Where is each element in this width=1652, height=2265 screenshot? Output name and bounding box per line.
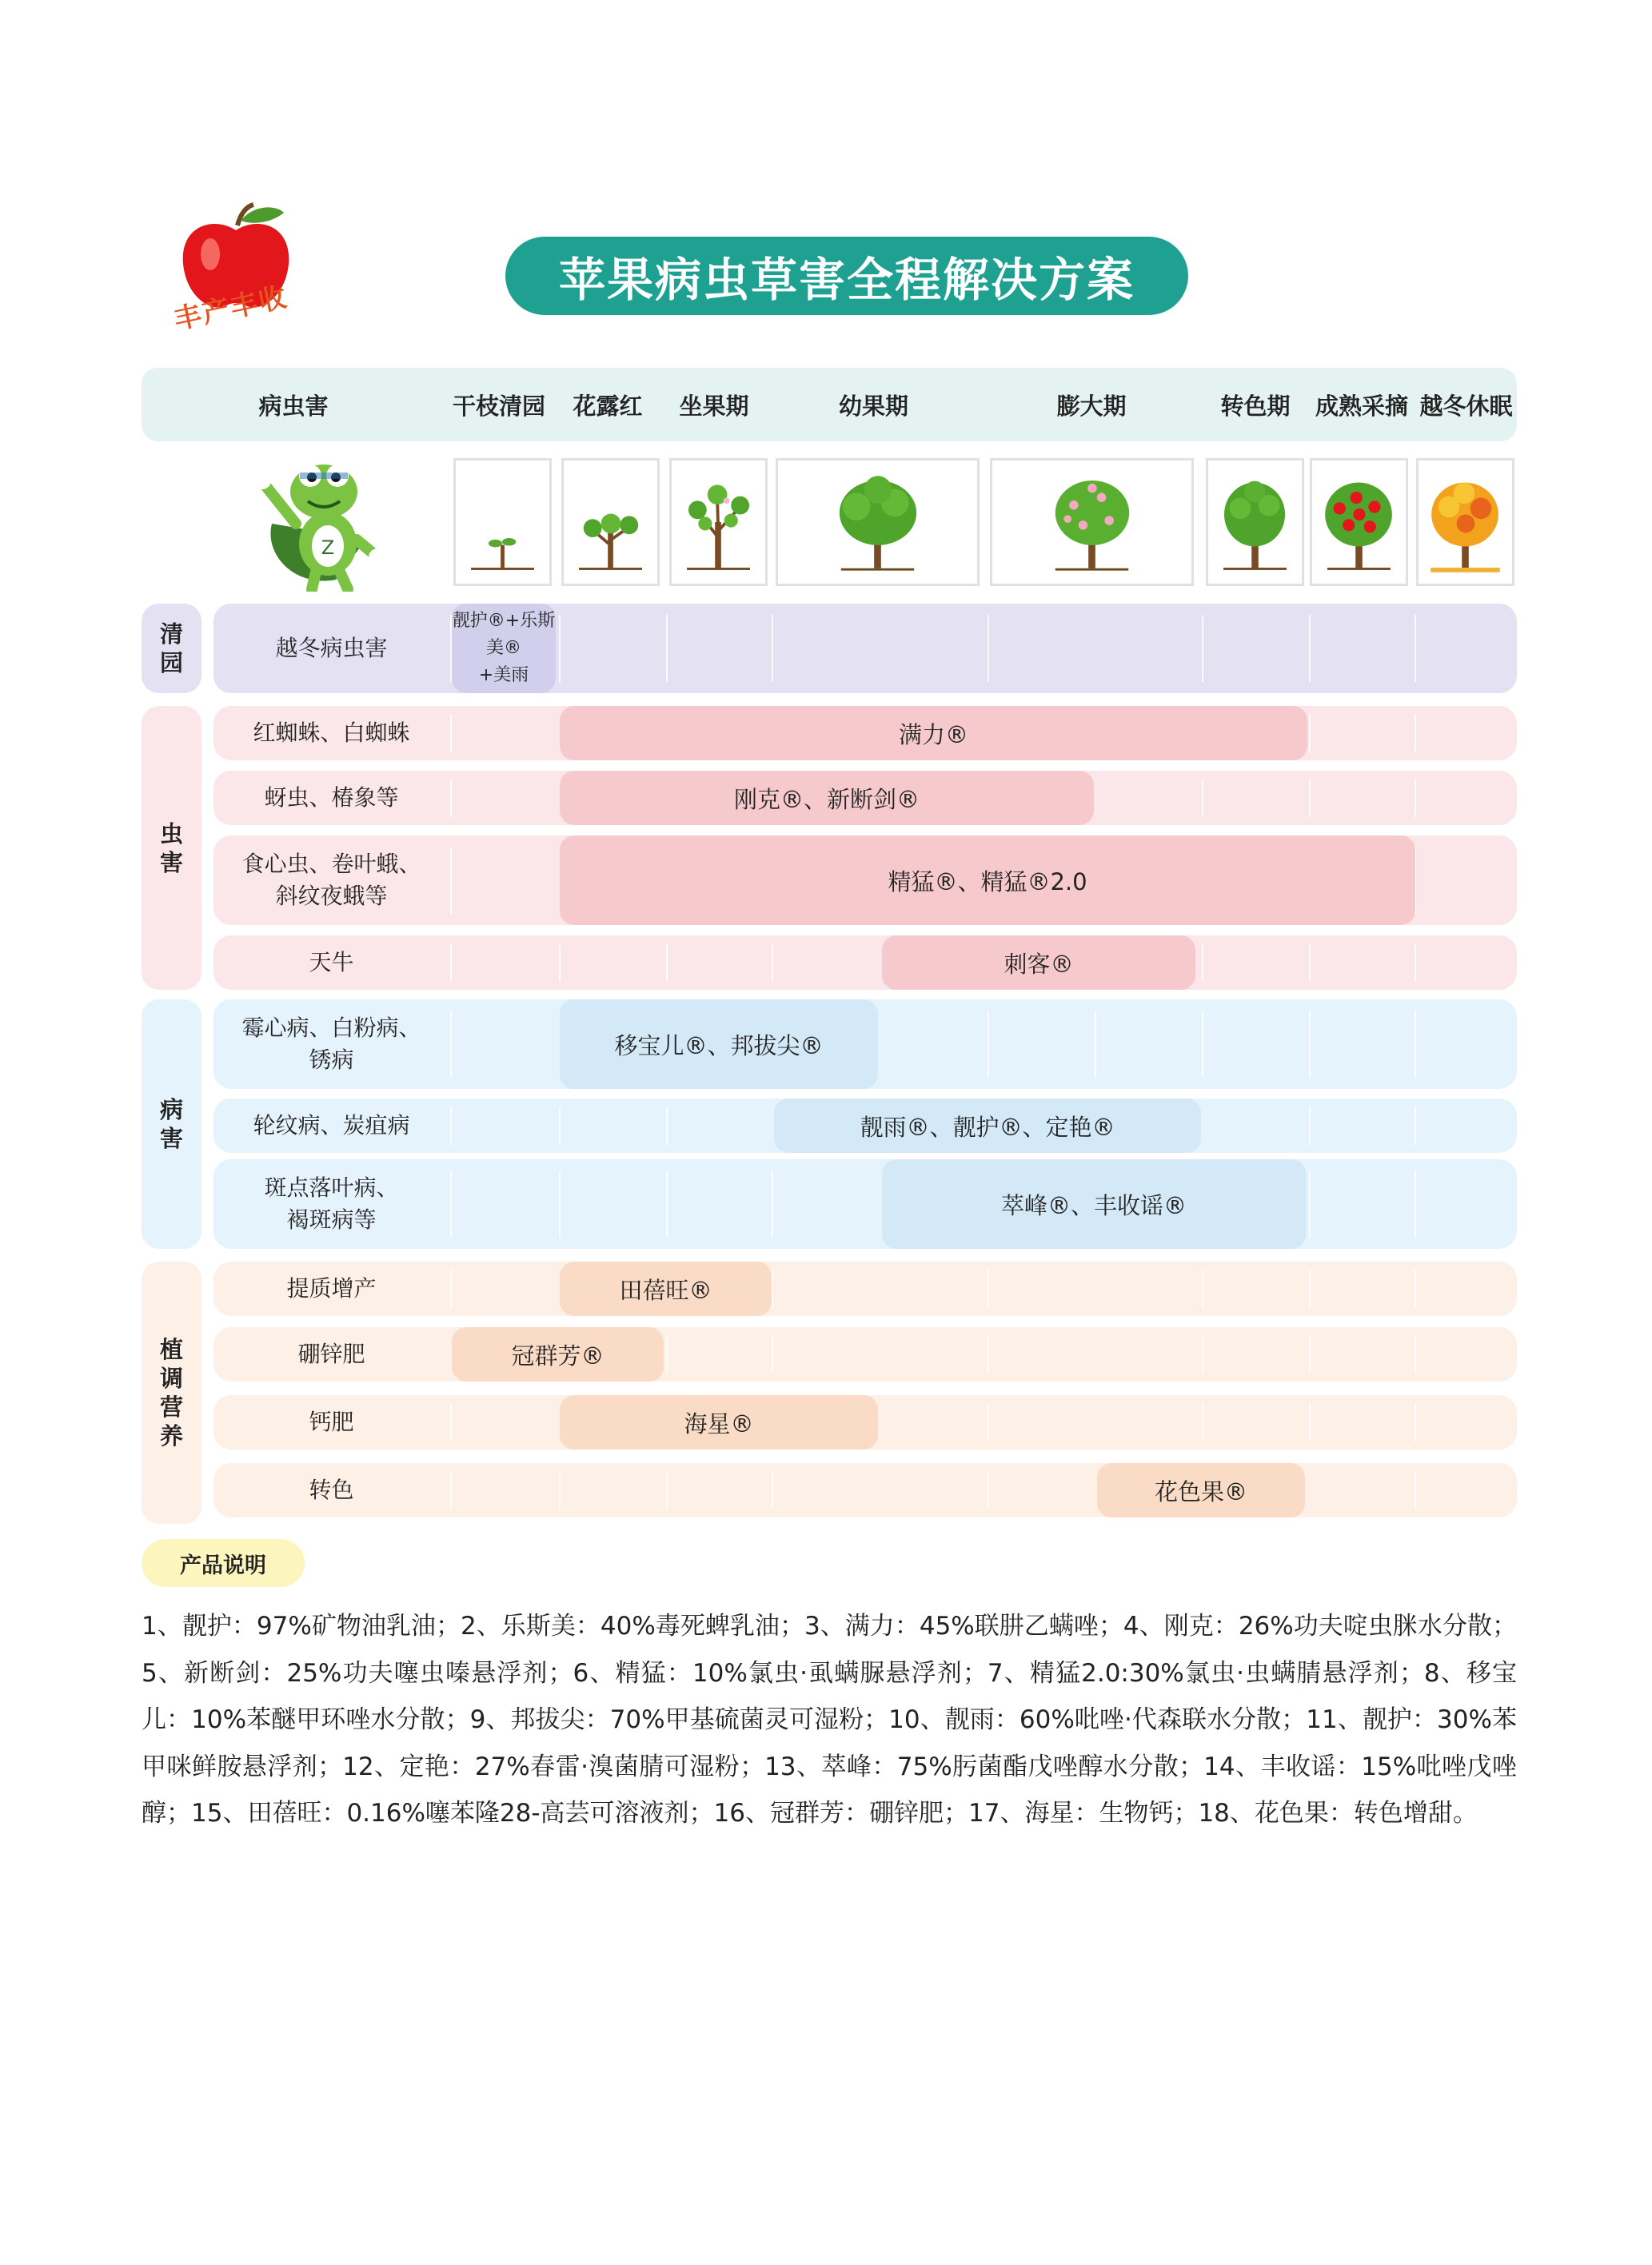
pest-column-header: 病虫害 — [258, 392, 329, 420]
product-bar: 刚克®、新断剑® — [560, 771, 1094, 825]
stage-header: 膨大期 — [1056, 392, 1127, 420]
stage-image-seedling — [453, 458, 552, 586]
row-label: 钙肥 — [309, 1409, 354, 1435]
frog-mascot — [240, 452, 392, 592]
stage-image-autumn-tree — [1416, 458, 1514, 586]
stage-header: 花露红 — [573, 392, 643, 420]
stage-header: 干枝清园 — [452, 392, 545, 420]
row-label: 蚜虫、椿象等 — [264, 784, 399, 811]
stage-header: 转色期 — [1220, 392, 1291, 420]
stage-image-leafy-tree — [776, 458, 980, 586]
category-diseases: 病 害 — [142, 999, 202, 1249]
logo-caption: 丰产丰收 — [171, 281, 291, 337]
category-cleaning: 清 园 — [142, 604, 202, 693]
row-label: 越冬病虫害 — [275, 635, 388, 661]
row-label: 转色 — [309, 1477, 354, 1503]
product-bar: 花色果® — [1097, 1463, 1305, 1517]
stage-header: 越冬休眠 — [1419, 392, 1513, 420]
row-label: 斑点落叶病、 褐斑病等 — [264, 1174, 399, 1233]
product-bar: 田蓓旺® — [560, 1262, 772, 1316]
product-bar: 刺客® — [882, 935, 1195, 990]
product-bar: 萃峰®、丰收谣® — [882, 1159, 1306, 1249]
category-plant-nutrition: 植 调 营 养 — [142, 1262, 202, 1524]
product-bar: 靓雨®、靓护®、定艳® — [774, 1099, 1201, 1153]
stage-header: 成熟采摘 — [1315, 392, 1408, 420]
page-title: 苹果病虫草害全程解决方案 — [505, 237, 1188, 315]
row-label: 轮纹病、炭疽病 — [253, 1112, 410, 1138]
stage-image-flowering-tree — [669, 458, 768, 586]
row-label: 提质增产 — [286, 1275, 377, 1302]
product-bar: 精猛®、精猛®2.0 — [560, 835, 1415, 925]
product-bar: 海星® — [560, 1395, 878, 1450]
row-label: 霉心病、白粉病、 锈病 — [241, 1015, 421, 1073]
row-label: 硼锌肥 — [297, 1341, 365, 1367]
stage-image-fruiting-tree — [1310, 458, 1408, 586]
row-label: 天牛 — [309, 949, 354, 975]
stage-image-green-tree — [1206, 458, 1304, 586]
row-label: 食心虫、卷叶蛾、 斜纹夜蛾等 — [241, 851, 421, 909]
stage-header: 坐果期 — [679, 392, 749, 420]
notes-text: 1、靓护：97%矿物油乳油；2、乐斯美：40%毒死蜱乳油；3、满力：45%联肼乙螨唑；4、刚克：26%功夫啶虫脒水分散；5、新断剑：25%功夫噻虫嗪悬浮剂；6、精猛：10%氯虫·虱螨脲悬浮剂；7、精猛2.0:30%氯虫·虫螨腈悬浮剂；8、移宝儿：10%苯醚甲环唑水分散；9、邦拔尖：70%甲基硫菌灵可湿粉；10、靓雨：60%吡唑·代森联水分散；11、靓护：30%苯甲咪鲜胺悬浮剂；12、定艳：27%春雷·溴菌腈可湿粉；13、萃峰：75%肟菌酯戊唑醇水分散；14、丰收谣：15%吡唑戊唑醇；15、田蓓旺：0.16%噻苯隆28-高芸可溶液剂；16、冠群芳：硼锌肥；17、海星：生物钙；18、花色果：转色增甜。 — [142, 1612, 1517, 1828]
stage-image-small-tree — [561, 458, 660, 586]
row-label: 红蜘蛛、白蜘蛛 — [253, 720, 410, 746]
stage-image-blossom-tree — [990, 458, 1194, 586]
product-bar: 冠群芳® — [452, 1327, 664, 1382]
notes-title: 产品说明 — [142, 1539, 305, 1587]
product-bar: 靓护®+乐斯美® +美雨 — [452, 604, 556, 693]
product-bar: 满力® — [560, 706, 1307, 760]
svg-text:Z: Z — [321, 536, 335, 559]
stage-header: 幼果期 — [838, 392, 908, 420]
product-bar: 移宝儿®、邦拔尖® — [560, 999, 878, 1089]
category-insect-pests: 虫 害 — [142, 706, 202, 990]
